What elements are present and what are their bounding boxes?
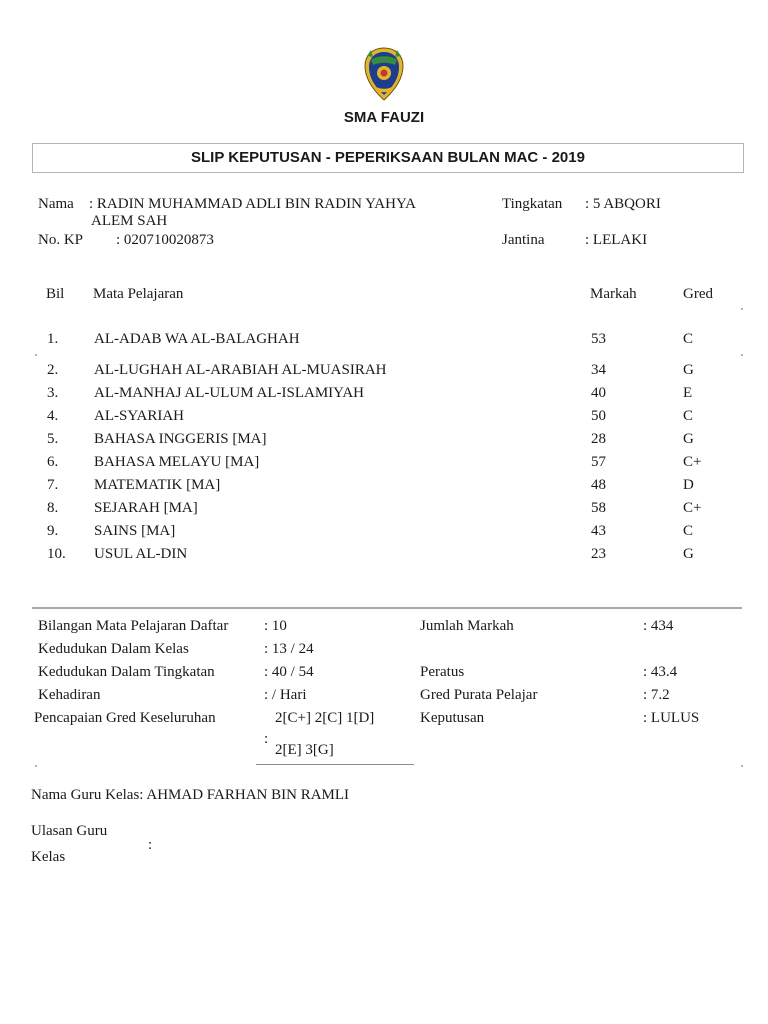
row-markah: 23 <box>591 546 606 562</box>
row-subject: MATEMATIK [MA] <box>94 477 221 493</box>
school-name: SMA FAUZI <box>343 109 425 126</box>
row-bil: 2. <box>47 362 59 378</box>
row-markah: 50 <box>591 408 606 424</box>
row-subject: AL-LUGHAH AL-ARABIAH AL-MUASIRAH <box>94 362 387 378</box>
pencapaian-value-line2: 2[E] 3[G] <box>275 742 334 758</box>
gred-purata-label: Gred Purata Pelajar <box>420 687 538 703</box>
row-subject: SEJARAH [MA] <box>94 500 198 516</box>
row-gred: D <box>683 477 694 493</box>
nama-value: : RADIN MUHAMMAD ADLI BIN RADIN YAHYA <box>89 196 416 212</box>
row-gred: C <box>683 331 694 347</box>
row-bil: 5. <box>47 431 59 447</box>
kp-value: : 020710020873 <box>116 232 214 248</box>
scan-mark <box>35 765 37 767</box>
row-subject: AL-ADAB WA AL-BALAGHAH <box>94 331 300 347</box>
row-subject: BAHASA MELAYU [MA] <box>94 454 260 470</box>
row-bil: 9. <box>47 523 59 539</box>
school-crest-icon <box>361 46 407 102</box>
scan-mark <box>741 354 743 356</box>
scan-mark <box>741 308 743 310</box>
ulasan-guru-label: Ulasan Guru <box>31 823 108 839</box>
ulasan-kelas-label: Kelas <box>31 849 66 865</box>
bilangan-value: : 10 <box>264 618 287 634</box>
row-gred: E <box>683 385 693 401</box>
row-subject: AL-MANHAJ AL-ULUM AL-ISLAMIYAH <box>94 385 364 401</box>
row-bil: 7. <box>47 477 59 493</box>
nama-label: Nama <box>38 196 74 212</box>
row-bil: 6. <box>47 454 59 470</box>
row-gred: C <box>683 523 694 539</box>
kedudukan-tingkatan-label: Kedudukan Dalam Tingkatan <box>38 664 215 680</box>
row-markah: 43 <box>591 523 606 539</box>
kehadiran-value: : / Hari <box>264 687 307 703</box>
kp-label: No. KP <box>38 232 84 248</box>
jumlah-markah-value: : 434 <box>643 618 674 634</box>
pencapaian-value-line1: 2[C+] 2[C] 1[D] <box>275 710 375 726</box>
row-gred: G <box>683 362 694 378</box>
row-bil: 3. <box>47 385 59 401</box>
kedudukan-kelas-value: : 13 / 24 <box>264 641 314 657</box>
header-subject: Mata Pelajaran <box>93 286 184 302</box>
row-bil: 8. <box>47 500 59 516</box>
pencapaian-colon: : <box>264 731 269 747</box>
pencapaian-underline <box>256 764 414 765</box>
row-gred: G <box>683 431 694 447</box>
row-markah: 28 <box>591 431 606 447</box>
row-markah: 53 <box>591 331 606 347</box>
slip-title: SLIP KEPUTUSAN - PEPERIKSAAN BULAN MAC - 2019 <box>191 149 585 166</box>
guru-kelas: Nama Guru Kelas: AHMAD FARHAN BIN RAMLI <box>31 787 350 803</box>
ulasan-colon: : <box>148 837 153 853</box>
row-markah: 57 <box>591 454 606 470</box>
kehadiran-label: Kehadiran <box>38 687 101 703</box>
header-gred: Gred <box>683 286 713 302</box>
header-bil: Bil <box>46 286 65 302</box>
peratus-value: : 43.4 <box>643 664 678 680</box>
row-gred: C+ <box>683 500 702 516</box>
bilangan-label: Bilangan Mata Pelajaran Daftar <box>38 618 229 634</box>
row-bil: 1. <box>47 331 59 347</box>
tingkatan-label: Tingkatan <box>502 196 563 212</box>
gred-purata-value: : 7.2 <box>643 687 670 703</box>
row-markah: 48 <box>591 477 606 493</box>
row-subject: BAHASA INGGERIS [MA] <box>94 431 267 447</box>
scan-mark <box>741 765 743 767</box>
kedudukan-tingkatan-value: : 40 / 54 <box>264 664 314 680</box>
row-gred: C+ <box>683 454 702 470</box>
row-subject: AL-SYARIAH <box>94 408 184 424</box>
jantina-value: : LELAKI <box>585 232 648 248</box>
header-markah: Markah <box>590 286 637 302</box>
row-bil: 10. <box>47 546 66 562</box>
row-subject: USUL AL-DIN <box>94 546 188 562</box>
kedudukan-kelas-label: Kedudukan Dalam Kelas <box>38 641 189 657</box>
jumlah-markah-label: Jumlah Markah <box>420 618 514 634</box>
row-markah: 58 <box>591 500 606 516</box>
pencapaian-label: Pencapaian Gred Keseluruhan <box>34 710 216 726</box>
row-bil: 4. <box>47 408 59 424</box>
peratus-label: Peratus <box>420 664 465 680</box>
tingkatan-value: : 5 ABQORI <box>585 196 661 212</box>
row-gred: C <box>683 408 694 424</box>
scan-mark <box>35 354 37 356</box>
keputusan-value: : LULUS <box>643 710 700 726</box>
row-markah: 40 <box>591 385 606 401</box>
row-markah: 34 <box>591 362 606 378</box>
row-gred: G <box>683 546 694 562</box>
row-subject: SAINS [MA] <box>94 523 176 539</box>
nama-value-continued: ALEM SAH <box>91 213 168 229</box>
summary-divider <box>32 607 742 609</box>
jantina-label: Jantina <box>502 232 545 248</box>
keputusan-label: Keputusan <box>420 710 485 726</box>
